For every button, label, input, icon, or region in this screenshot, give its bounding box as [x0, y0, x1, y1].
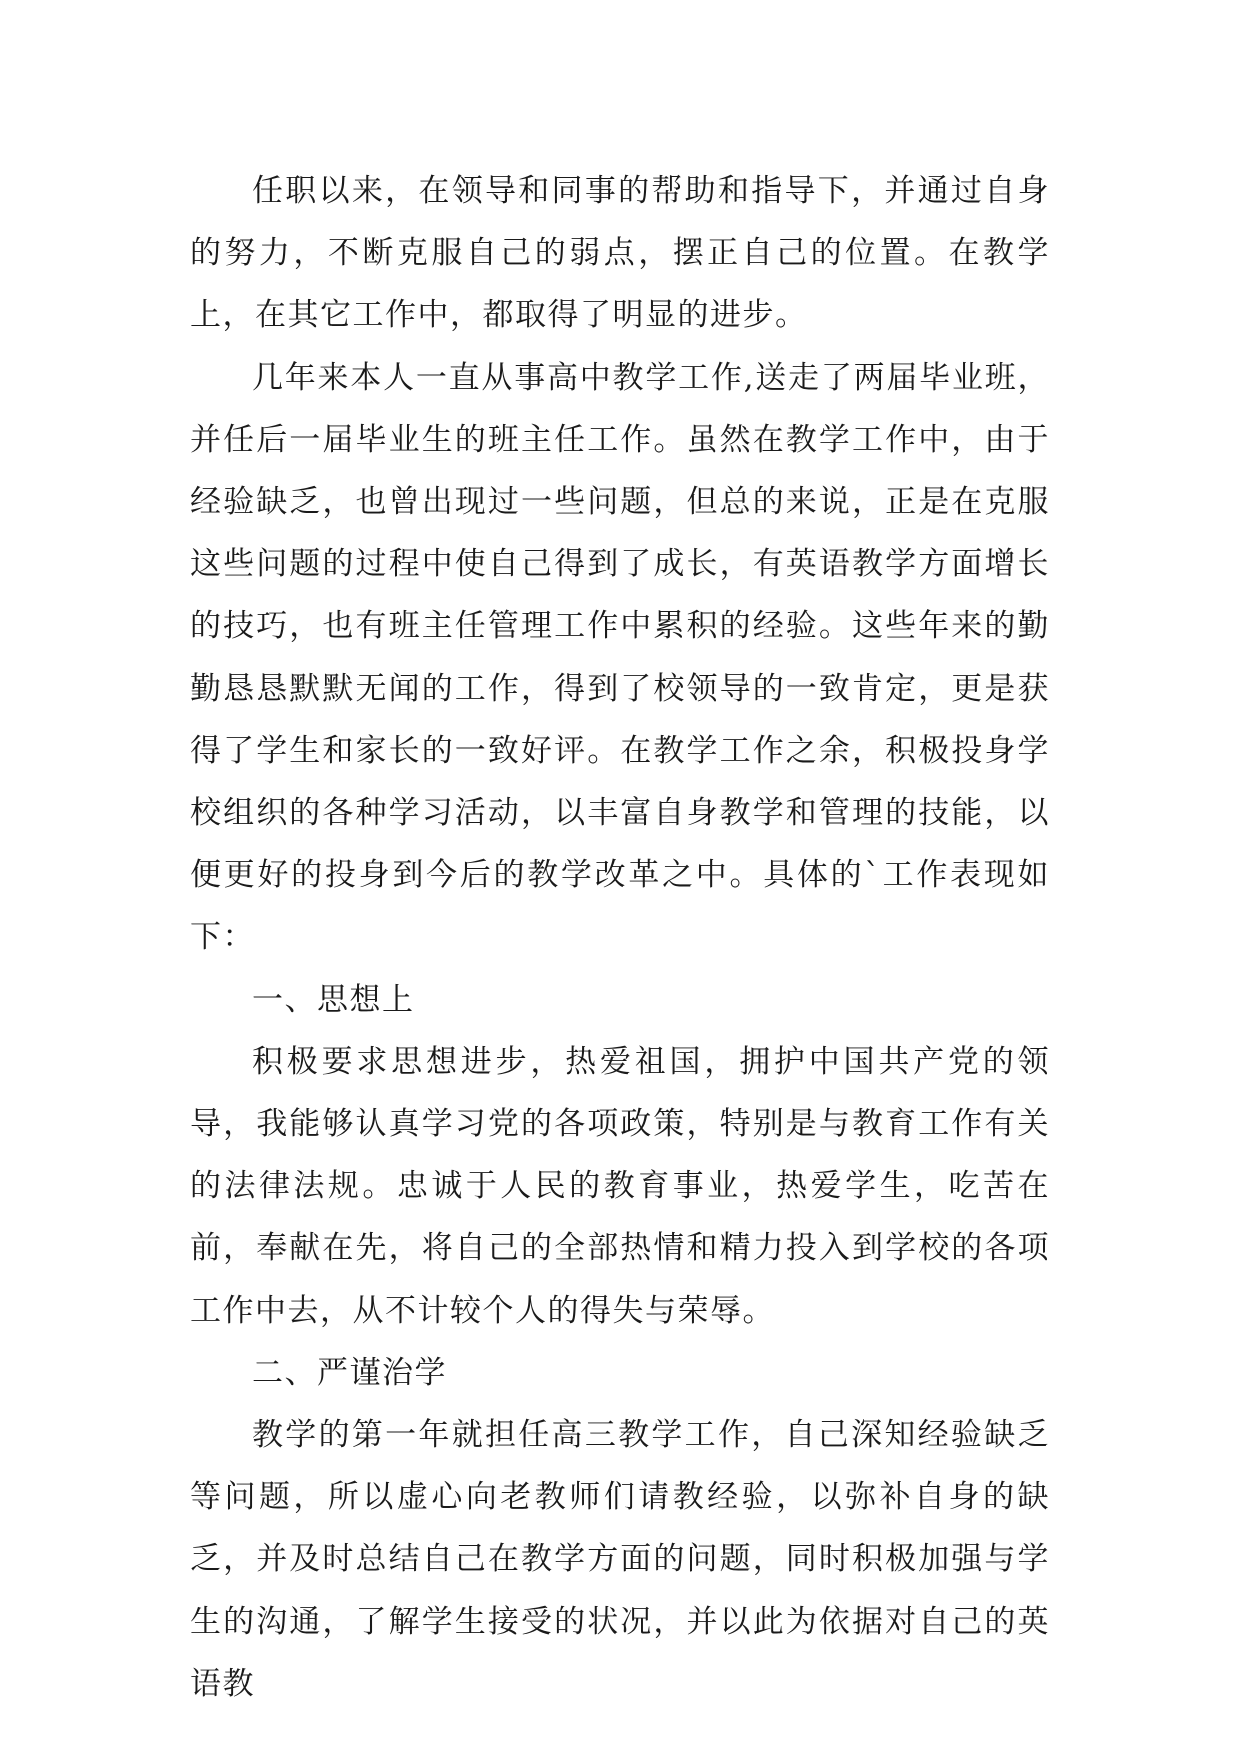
- paragraph-ideology: 积极要求思想进步，热爱祖国，拥护中国共产党的领导，我能够认真学习党的各项政策，特别是与教育工作有关的法律法规。忠诚于人民的教育事业，热爱学生，吃苦在前，奉献在先，将自己的全部热情和精力投入到学校的各项工作中去，从不计较个人的得失与荣辱。: [190, 1043, 1050, 1329]
- section-heading-rigorous-teaching: 二、严谨治学: [252, 1354, 447, 1391]
- document-body: [190, 160, 1050, 1715]
- paragraph-rigorous-teaching: 教学的第一年就担任高三教学工作，自己深知经验缺乏等问题，所以虚心向老教师们请教经验，以弥补自身的缺乏，并及时总结自己在教学方面的问题，同时积极加强与学生的沟通，了解学生接受的状况，并以此为依据对自己的英语教: [190, 1417, 1050, 1702]
- paragraph-intro: 任职以来，在领导和同事的帮助和指导下，并通过自身的努力，不断克服自己的弱点，摆正自己的位置。在教学上，在其它工作中，都取得了明显的进步。: [190, 173, 1050, 334]
- section-heading-ideology: 一、思想上: [252, 981, 415, 1018]
- paragraph-experience: 几年来本人一直从事高中教学工作,送走了两届毕业班，并任后一届毕业生的班主任工作。虽然在教学工作中，由于经验缺乏，也曾出现过一些问题，但总的来说，正是在克服这些问题的过程中使自己得到了成长，有英语教学方面增长的技巧，也有班主任管理工作中累积的经验。这些年来的勤勤恳恳默默无闻的工作，得到了校领导的一致肯定，更是获得了学生和家长的一致好评。在教学工作之余，积极投身学校组织的各种学习活动，以丰富自身教学和管理的技能，以便更好的投身到今后的教学改革之中。具体的`工作表现如下：: [190, 359, 1050, 956]
